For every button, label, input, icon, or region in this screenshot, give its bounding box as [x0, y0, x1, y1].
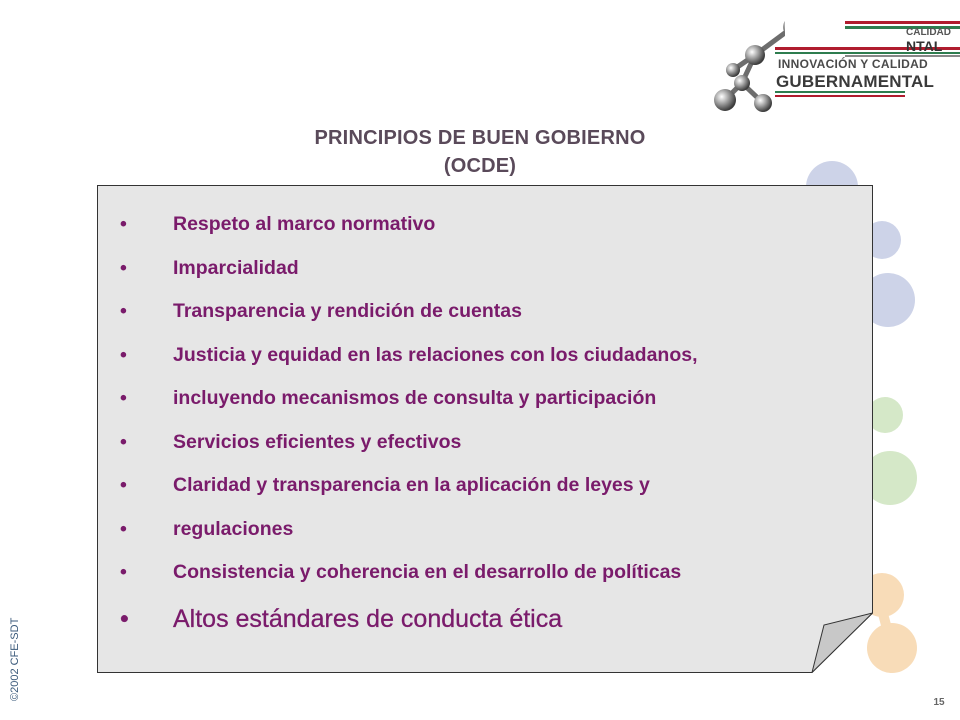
- bullet-marker: •: [120, 604, 129, 633]
- bullet-marker: •: [120, 213, 127, 235]
- bullet-marker: •: [120, 517, 127, 540]
- bullet-marker: •: [120, 430, 127, 453]
- bullet-marker: •: [120, 474, 127, 496]
- title-line1: PRINCIPIOS DE BUEN GOBIERNO: [314, 127, 646, 149]
- list-item: [118, 551, 858, 595]
- logo-top-line1: CALIDAD: [906, 27, 951, 38]
- list-item-text: regulaciones: [173, 517, 294, 540]
- list-item-text: Claridad y transparencia en la aplicación de leyes y: [173, 474, 650, 496]
- bullet-marker: •: [120, 256, 127, 279]
- list-item: [118, 290, 858, 334]
- list-item-text: Respeto al marco normativo: [173, 213, 436, 235]
- bullet-marker: •: [120, 561, 127, 583]
- list-item: [118, 247, 858, 291]
- list-item: [118, 508, 858, 552]
- page-number: 15: [933, 697, 945, 708]
- bullet-marker: •: [120, 343, 127, 366]
- logo-text-line2: GUBERNAMENTAL: [776, 72, 935, 91]
- list-item-text: incluyendo mecanismos de consulta y participación: [173, 387, 657, 409]
- list-item-text: Transparencia y rendición de cuentas: [173, 300, 522, 322]
- copyright-note: ©2002 CFE-SDT: [9, 617, 21, 701]
- list-item: [118, 334, 858, 378]
- list-item-text: Justicia y equidad en las relaciones con los ciudadanos,: [173, 343, 698, 366]
- list-item: [118, 421, 858, 465]
- orange-circle: [867, 623, 917, 673]
- list-item-text: Consistencia y coherencia en el desarrollo de políticas: [173, 561, 682, 583]
- bullet-marker: •: [120, 387, 127, 409]
- title-line2: (OCDE): [443, 155, 517, 177]
- logo-top-line2: NTAL: [906, 38, 943, 54]
- molecule-icon: [705, 15, 785, 125]
- list-item: [118, 464, 858, 508]
- list-item: [118, 377, 858, 421]
- list-item-text: Altos estándares de conducta ética: [173, 604, 563, 633]
- list-item-text: Servicios eficientes y efectivos: [173, 430, 462, 453]
- list-item-highlight: [118, 595, 858, 643]
- list-item-text: Imparcialidad: [173, 256, 299, 279]
- principles-list: [118, 203, 858, 643]
- logo-text-line1: INNOVACIÓN Y CALIDAD: [778, 57, 929, 71]
- page-title: [230, 124, 730, 180]
- bullet-marker: •: [120, 300, 127, 322]
- list-item: [118, 203, 858, 247]
